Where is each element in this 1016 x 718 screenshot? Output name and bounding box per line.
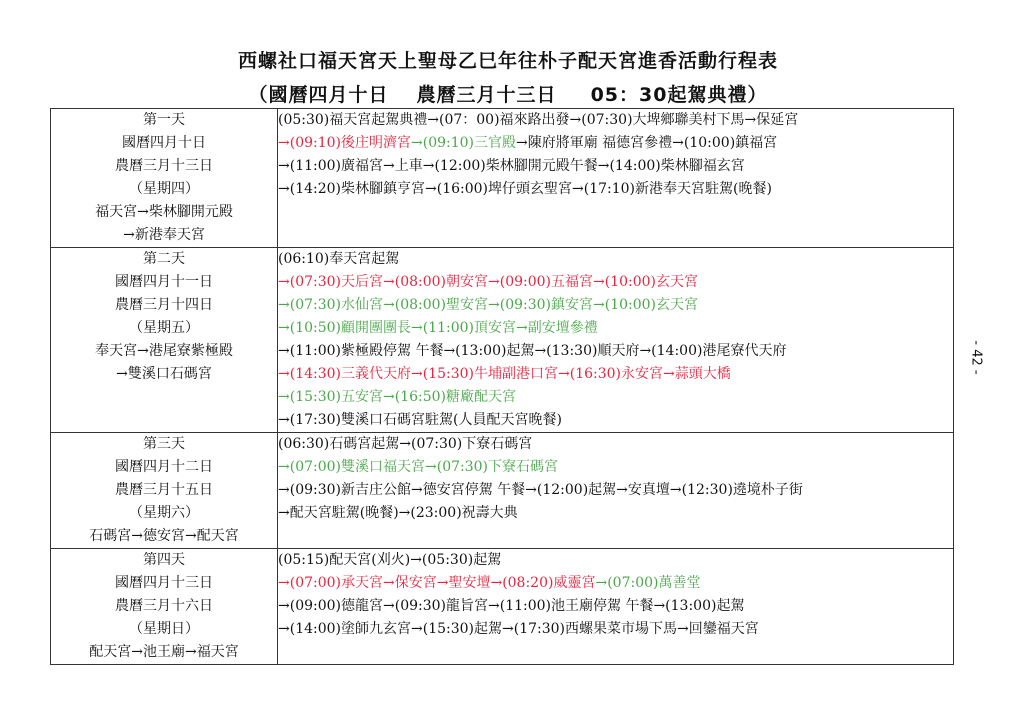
schedule-segment: (06:30)石碼宮起駕→(07:30)下寮石碼宮 bbox=[278, 436, 533, 452]
schedule-segment: (05:15)配天宮(刈火)→(05:30)起駕 bbox=[278, 552, 502, 568]
schedule-segment: →(11:00)廣福宮→上車→(12:00)柴林腳開元殿午餐→(14:00)柴林腳福玄宮 bbox=[278, 158, 745, 174]
schedule-line bbox=[278, 340, 953, 363]
day-info-line: （星期五） bbox=[129, 320, 199, 336]
schedule-line bbox=[278, 409, 953, 432]
schedule-table bbox=[50, 108, 954, 665]
day-info-cell bbox=[51, 433, 278, 549]
subtitle-open-paren: （ bbox=[248, 84, 269, 106]
schedule-segment: (06:10)奉天宮起駕 bbox=[278, 251, 400, 267]
schedule-segment: →(15:30)五安宮→(16:50)糖廠配天宮 bbox=[278, 389, 516, 405]
day-label: 第三天 bbox=[143, 436, 185, 452]
schedule-line bbox=[278, 502, 953, 525]
day-row bbox=[51, 433, 954, 549]
day-info-cell bbox=[51, 109, 278, 248]
day-row bbox=[51, 248, 954, 433]
schedule-line bbox=[278, 572, 953, 595]
schedule-line bbox=[278, 248, 953, 271]
schedule-line bbox=[278, 294, 953, 317]
schedule-segment: →(07:30)水仙宮→(08:00)聖安宮→(09:30)鎮安宮→(10:00)玄天宮 bbox=[278, 297, 698, 313]
schedule-cell bbox=[278, 549, 954, 665]
schedule-segment: →(14:00)塗師九玄宮→(15:30)起駕→(17:30)西螺果菜市場下馬→回鑾福天宮 bbox=[278, 621, 759, 637]
day-info-line: 國曆四月十日 bbox=[122, 135, 206, 151]
schedule-cell bbox=[278, 433, 954, 549]
schedule-segment: →(11:00)紫極殿停駕 午餐→(13:00)起駕→(13:30)順天府→(14:00)港尾寮代天府 bbox=[278, 343, 787, 359]
schedule-cell bbox=[278, 109, 954, 248]
schedule-segment: →(09:30)新吉庄公館→德安宮停駕 午餐→(12:00)起駕→安真壇→(12:30)遶境朴子街 bbox=[278, 482, 803, 498]
day-info-line: 農曆三月十四日 bbox=[115, 297, 213, 313]
day-info-line: 農曆三月十三日 bbox=[115, 158, 213, 174]
day-info-line: →雙溪口石碼宮 bbox=[116, 366, 212, 382]
schedule-segment: →(09:10)三官殿 bbox=[411, 135, 516, 151]
day-info-line: 國曆四月十三日 bbox=[115, 575, 213, 591]
schedule-segment: →(07:30)天后宮→(08:00)朝安宮→(09:00)五福宮→(10:00)玄天宮 bbox=[278, 274, 698, 290]
schedule-line bbox=[278, 178, 953, 201]
page-number: - 42 - bbox=[968, 340, 984, 375]
schedule-segment: →(09:00)德龍宮→(09:30)龍旨宮→(11:00)池王廟停駕 午餐→(13:00)起駕 bbox=[278, 598, 745, 614]
schedule-segment: →(07:00)承天宮→保安宮→聖安壇→(08:20)威靈宮 bbox=[278, 575, 596, 591]
day-info-line: 農曆三月十五日 bbox=[115, 482, 213, 498]
day-info-line: 國曆四月十一日 bbox=[115, 274, 213, 290]
schedule-line bbox=[278, 132, 953, 155]
schedule-line bbox=[278, 271, 953, 294]
day-row bbox=[51, 549, 954, 665]
schedule-segment: →(07:00)萬善堂 bbox=[595, 575, 701, 591]
schedule-segment: →(10:50)顧開團團長→(11:00)頂安宮→副安壇參禮 bbox=[278, 320, 598, 336]
day-label: 第四天 bbox=[143, 552, 185, 568]
day-row bbox=[51, 109, 954, 248]
schedule-segment: →陳府將軍廟 福德宮參禮→(10:00)鎮福宮 bbox=[516, 135, 778, 151]
document-title: 西螺社口福天宮天上聖母乙巳年往朴子配天宮進香活動行程表 bbox=[237, 50, 778, 72]
day-info-line: 農曆三月十六日 bbox=[115, 598, 213, 614]
schedule-cell bbox=[278, 248, 954, 433]
day-info-line: （星期四） bbox=[129, 181, 199, 197]
schedule-line bbox=[278, 595, 953, 618]
schedule-line bbox=[278, 433, 953, 456]
subtitle-ceremony-time: 05：30起駕典禮 bbox=[590, 84, 748, 106]
day-info-line: 奉天宮→港尾寮紫極殿 bbox=[95, 343, 233, 359]
schedule-segment: →(14:20)柴林腳鎮亨宮→(16:00)埤仔頭玄聖宮→(17:10)新港奉天宮駐駕(晚餐) bbox=[278, 181, 772, 197]
day-info-line: 配天宮→池王廟→福天宮 bbox=[89, 644, 239, 660]
schedule-segment: →(17:30)雙溪口石碼宮駐駕(人員配天宮晚餐) bbox=[278, 412, 562, 428]
schedule-line bbox=[278, 317, 953, 340]
day-info-line: （星期日） bbox=[129, 621, 199, 637]
document-subtitle bbox=[0, 80, 1016, 107]
schedule-line bbox=[278, 549, 953, 572]
day-info-cell bbox=[51, 549, 278, 665]
day-info-line: 福天宮→柴林腳開元殿 bbox=[95, 204, 233, 220]
day-label: 第二天 bbox=[143, 251, 185, 267]
subtitle-solar-date: 國曆四月十日 bbox=[268, 84, 389, 106]
subtitle-lunar-date: 農曆三月十三日 bbox=[416, 84, 557, 106]
day-info-line: 石碼宮→德安宮→配天宮 bbox=[89, 528, 239, 544]
subtitle-close-paren: ） bbox=[747, 84, 768, 106]
schedule-line bbox=[278, 109, 953, 132]
day-info-line: →新港奉天宮 bbox=[123, 227, 205, 243]
schedule-line bbox=[278, 618, 953, 641]
schedule-line bbox=[278, 456, 953, 479]
schedule-line bbox=[278, 479, 953, 502]
schedule-segment: →(14:30)三義代天府→(15:30)牛埔副港口宮→(16:30)永安宮→蒜頭大橋 bbox=[278, 366, 731, 382]
schedule-segment: →(09:10)後庄明濟宮 bbox=[278, 135, 411, 151]
schedule-line bbox=[278, 386, 953, 409]
schedule-segment: →配天宮駐駕(晚餐)→(23:00)祝壽大典 bbox=[278, 505, 518, 521]
schedule-segment: →(07:00)雙溪口福天宮→(07:30)下寮石碼宮 bbox=[278, 459, 558, 475]
schedule-line bbox=[278, 155, 953, 178]
day-label: 第一天 bbox=[143, 112, 185, 128]
day-info-line: （星期六） bbox=[129, 505, 199, 521]
schedule-segment: (05:30)福天宮起駕典禮→(07：00)福來路出發→(07:30)大埤鄉聯美村下馬→保延宮 bbox=[278, 112, 799, 128]
schedule-line bbox=[278, 363, 953, 386]
day-info-cell bbox=[51, 248, 278, 433]
day-info-line: 國曆四月十二日 bbox=[115, 459, 213, 475]
